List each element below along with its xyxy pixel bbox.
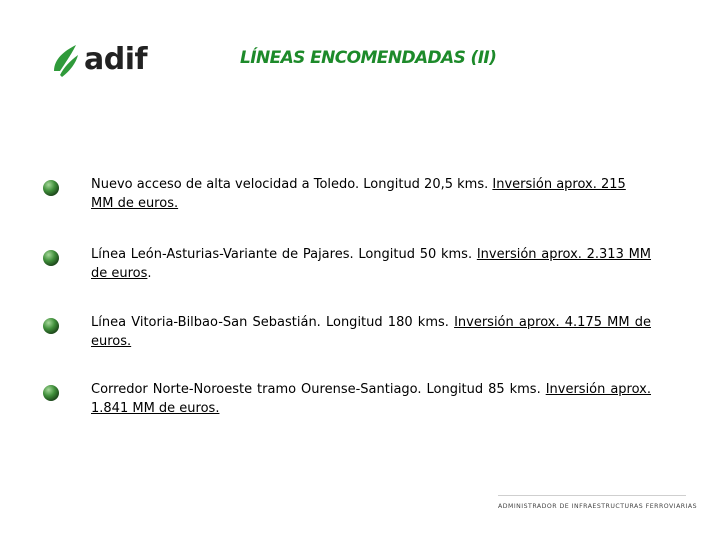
bullet-description: Corredor Norte-Noroeste tramo Ourense-Santiago. Longitud 85 kms. — [91, 382, 546, 397]
green-sphere-bullet-icon — [40, 247, 62, 269]
footer-caption: ADMINISTRADOR DE INFRAESTRUCTURAS FERROVIARIAS — [498, 503, 698, 510]
bullet-description: Nuevo acceso de alta velocidad a Toledo. Longitud 20,5 kms. — [91, 177, 493, 192]
logo-text: adif — [84, 42, 148, 77]
page-title: LÍNEAS ENCOMENDADAS (II) — [240, 48, 497, 68]
footer-divider — [498, 495, 686, 496]
green-sphere-bullet-icon — [40, 315, 62, 337]
investment-link[interactable]: Inversión aprox. 215 MM de euros. — [91, 177, 626, 211]
bullet-text — [91, 380, 651, 418]
bullet-tail: . — [147, 266, 152, 281]
adif-leaf-logo-icon — [50, 41, 80, 79]
investment-link[interactable]: Inversión aprox. 2.313 MM de euros — [91, 247, 652, 281]
investment-link[interactable]: Inversión aprox. 1.841 MM de euros. — [91, 382, 651, 416]
bullet-text — [91, 175, 651, 213]
investment-link[interactable]: Inversión aprox. 4.175 MM de euros. — [91, 315, 651, 349]
green-sphere-bullet-icon — [40, 177, 62, 199]
bullet-description: Línea León-Asturias-Variante de Pajares. Longitud 50 kms. — [91, 247, 477, 262]
bullet-text — [91, 245, 651, 283]
green-sphere-bullet-icon — [40, 382, 62, 404]
bullet-description: Línea Vitoria-Bilbao-San Sebastián. Longitud 180 kms. — [91, 315, 455, 330]
adif-logo — [50, 40, 170, 80]
bullet-text — [91, 313, 651, 351]
